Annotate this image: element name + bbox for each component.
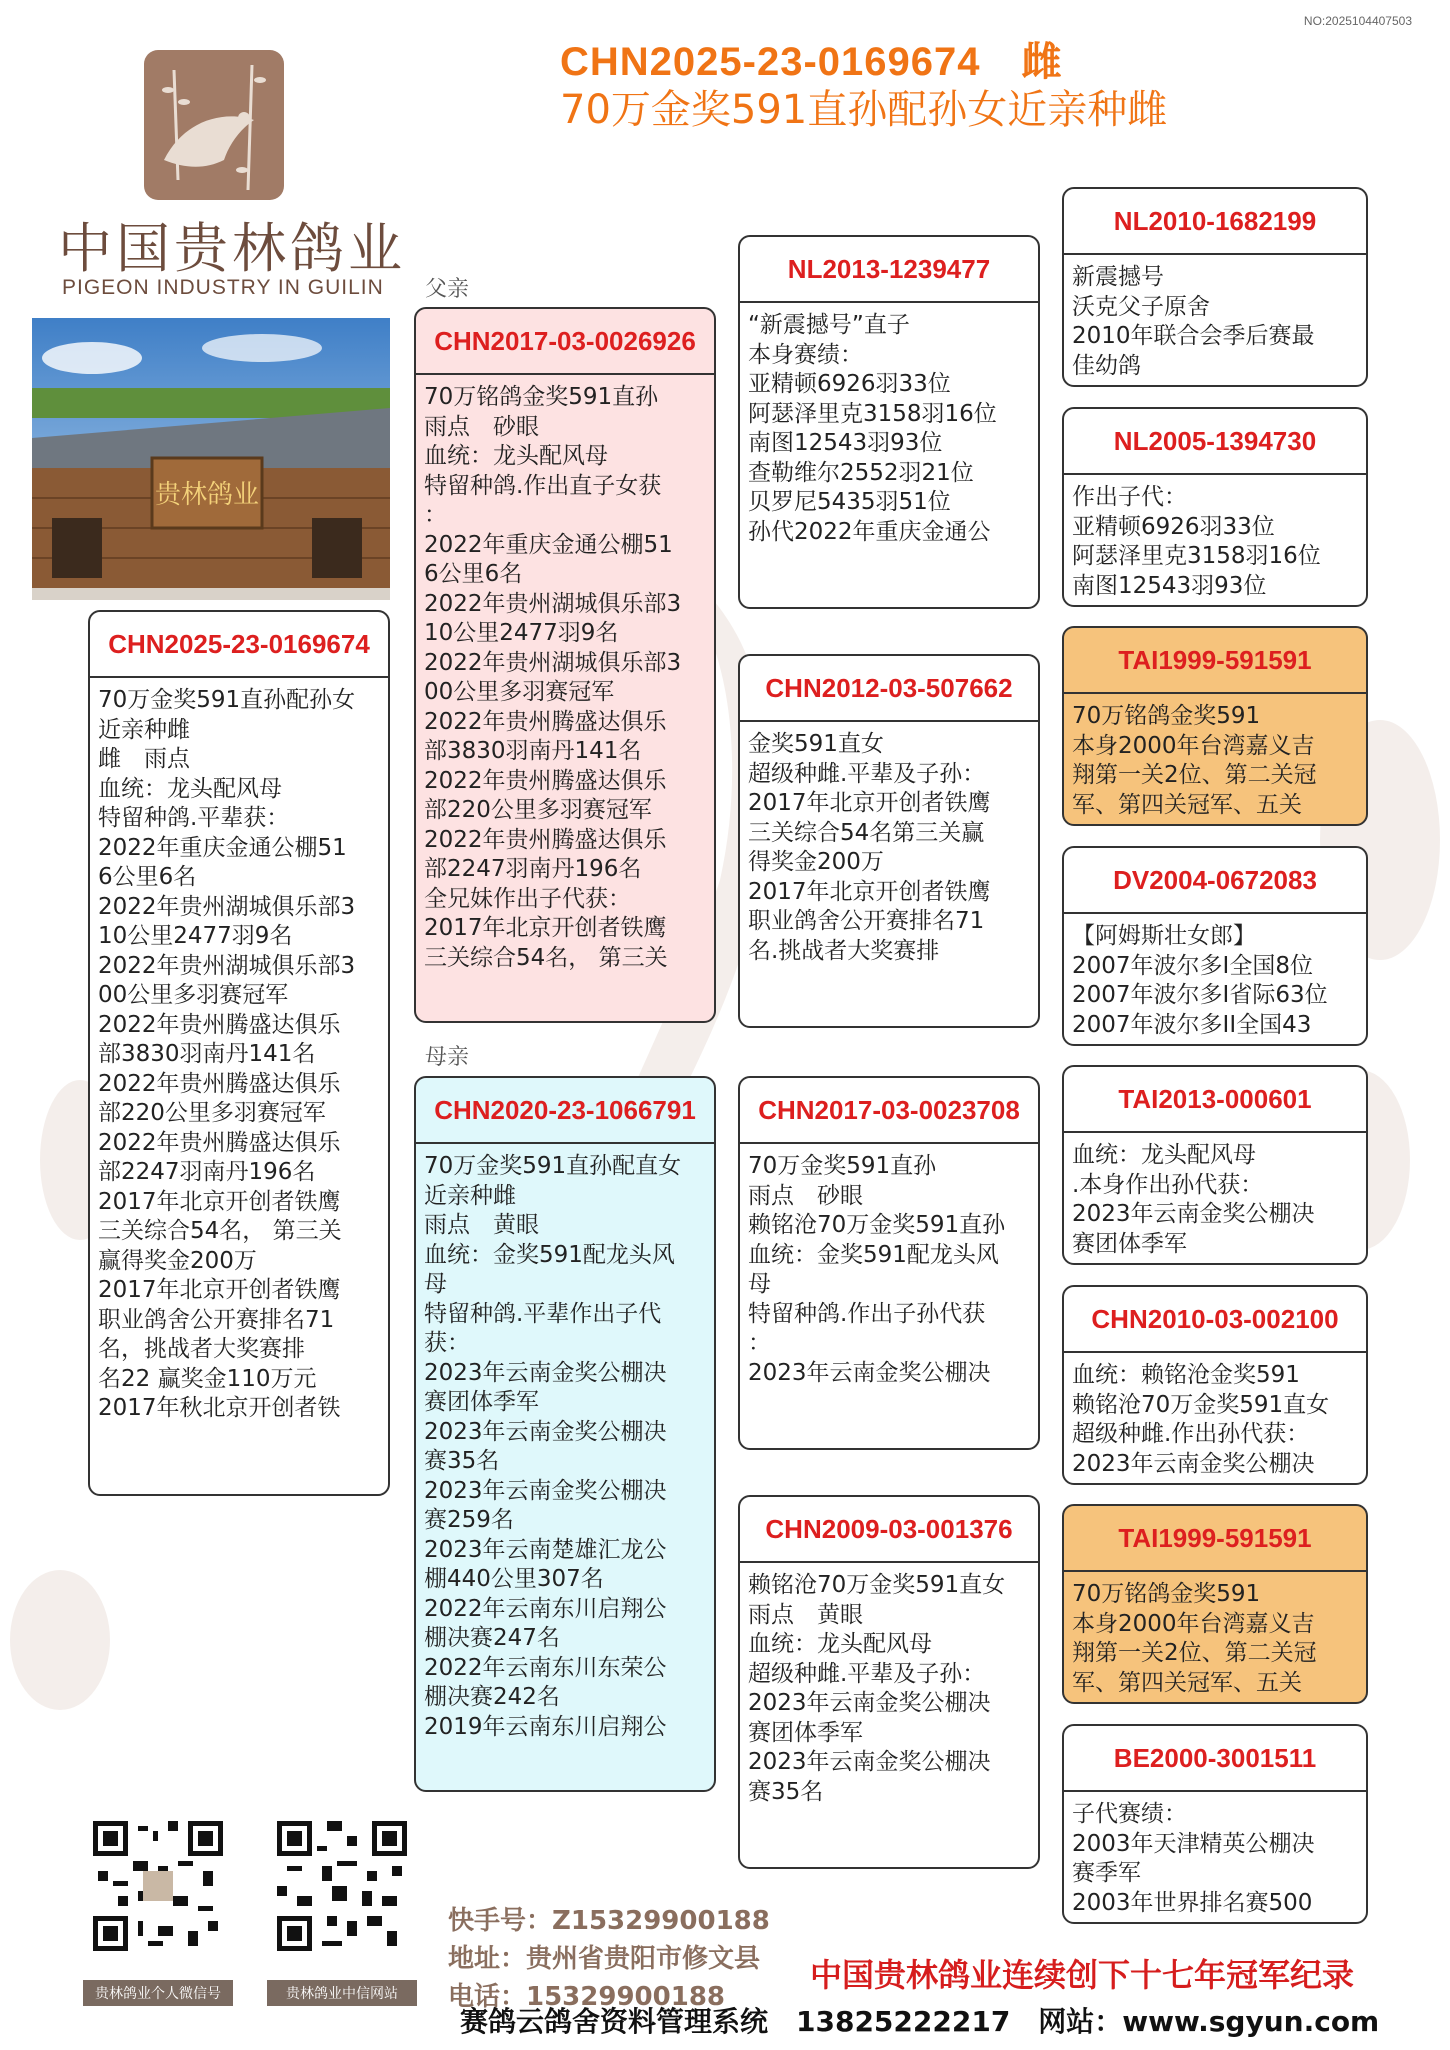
card-line: 雨点 砂眼: [424, 413, 539, 440]
card-line: 本身赛绩：: [748, 341, 863, 368]
card-line: 阿瑟泽里克3158羽16位: [1072, 543, 1321, 569]
card-ggp-8: [1062, 1724, 1368, 1924]
logo-english-name: PIGEON INDUSTRY IN GUILIN: [62, 276, 384, 299]
card-line: 2003年天津精英公棚决: [1072, 1830, 1315, 1857]
card-line: 70万金奖591直孙配直女: [424, 1153, 682, 1179]
card-line: 2017年北京开创者铁鹰: [748, 790, 991, 816]
card-line: 棚决赛242名: [424, 1684, 560, 1710]
card-line: 亚精顿6926羽33位: [748, 371, 951, 397]
card-line: 军、第四关冠军、五关: [1072, 1669, 1302, 1696]
card-line: 2022年贵州腾盛达俱乐: [98, 1011, 341, 1038]
card-line: 70万金奖591直孙: [748, 1153, 937, 1179]
card-line: 棚决赛247名: [424, 1625, 560, 1651]
card-body: [1064, 1353, 1366, 1483]
card-line: .本身作出孙代获：: [1072, 1171, 1264, 1198]
father-label: 父亲: [425, 277, 470, 302]
card-line: 超级种雌.平辈及子孙：: [748, 760, 986, 787]
card-line: 南图12543羽93位: [748, 430, 943, 456]
card-line: 获：: [424, 1330, 470, 1356]
card-line: 血统：龙头配风母: [1072, 1142, 1256, 1168]
card-body: [740, 1563, 1038, 1811]
logo-chinese-name: 中国贵林鸽业: [58, 217, 406, 280]
card-line: 2022年贵州腾盛达俱乐: [98, 1070, 341, 1097]
card-line: 2019年云南东川启翔公: [424, 1713, 667, 1740]
card-line: 赛季军: [1072, 1860, 1141, 1886]
card-line: 血统：金奖591配龙头风: [748, 1241, 999, 1268]
card-line: 2007年波尔多II全国43: [1072, 1011, 1312, 1038]
card-ggp-6: [1062, 1285, 1368, 1485]
card-line: 2023年云南金奖公棚决: [748, 1690, 991, 1716]
card-line: 【阿姆斯壮女郎】: [1072, 923, 1256, 949]
card-line: 贝罗尼5435羽51位: [748, 489, 951, 515]
ring-number: NL2013-1239477: [740, 237, 1038, 303]
card-paternal-grandfather: [738, 235, 1040, 609]
card-body: [740, 303, 1038, 551]
ring-number: TAI1999-591591: [1064, 1506, 1366, 1572]
ring-number: NL2005-1394730: [1064, 409, 1366, 475]
card-line: 2022年贵州腾盛达俱乐: [98, 1129, 341, 1156]
card-body: [1064, 694, 1366, 824]
card-line: 赢得奖金200万: [98, 1247, 257, 1274]
ring-number: CHN2010-03-002100: [1064, 1287, 1366, 1353]
loft-photo: [32, 318, 390, 600]
card-line: 雨点 黄眼: [424, 1212, 539, 1238]
card-line: 2007年波尔多I全国8位: [1072, 952, 1313, 979]
card-line: 2022年贵州湖城俱乐部3: [98, 893, 356, 920]
card-line: 新震撼号: [1072, 264, 1164, 290]
card-line: 2017年北京开创者铁鹰: [98, 1188, 341, 1215]
card-line: 2022年云南东川启翔公: [424, 1595, 667, 1622]
card-body: [90, 678, 388, 1428]
card-line: 2022年重庆金通公棚51: [98, 834, 347, 861]
card-line: 特留种鸽.作出子孙代获: [748, 1300, 986, 1327]
card-line: 70万铭鸽金奖591: [1072, 1581, 1261, 1607]
card-line: 2023年云南楚雄汇龙公: [424, 1536, 667, 1563]
card-line: 2023年云南金奖公棚决: [1072, 1450, 1315, 1477]
card-line: 母: [748, 1271, 771, 1297]
card-line: 00公里多羽赛冠军: [424, 679, 615, 705]
card-line: 6公里6名: [98, 864, 197, 890]
mother-label: 母亲: [425, 1045, 470, 1070]
pigeon-title-ring: CHN2025-23-0169674 雌: [560, 40, 1063, 84]
card-body: [1064, 914, 1366, 1044]
card-maternal-grandfather: [738, 1076, 1040, 1450]
card-line: 部2247羽南丹196名: [98, 1159, 316, 1185]
card-line: 特留种鸽.平辈获：: [98, 805, 290, 831]
card-line: 赛团体季军: [748, 1719, 863, 1746]
card-line: 6公里6名: [424, 561, 523, 587]
card-line: 名22 赢奖金110万元: [98, 1365, 317, 1392]
address: 地址：贵州省贵阳市修文县: [448, 1944, 761, 1974]
card-line: 名.挑战者大奖赛排: [748, 937, 940, 964]
phone: 电话：15329900188: [448, 1982, 725, 2012]
card-line: 70万铭鸽金奖591: [1072, 703, 1261, 729]
card-subject: [88, 610, 390, 1496]
card-line: 棚440公里307名: [424, 1566, 604, 1592]
card-ggp-2: [1062, 407, 1368, 607]
card-body: [416, 375, 714, 977]
card-line: 2017年北京开创者铁鹰: [98, 1277, 341, 1303]
card-line: ：: [748, 1330, 771, 1356]
card-line: ：: [424, 502, 447, 528]
ring-number: BE2000-3001511: [1064, 1726, 1366, 1792]
card-line: 特留种鸽.作出直子女获: [424, 472, 662, 499]
card-line: 血统：龙头配风母: [424, 443, 608, 469]
card-line: 2010年联合会季后赛最: [1072, 323, 1315, 349]
card-line: 2022年贵州湖城俱乐部3: [424, 590, 682, 617]
card-line: 三关综合54名， 第三关: [98, 1218, 342, 1244]
card-line: 部220公里多羽赛冠军: [98, 1100, 326, 1126]
card-line: 职业鸽舍公开赛排名71: [98, 1306, 335, 1333]
card-line: 名，挑战者大奖赛排: [98, 1336, 305, 1362]
card-line: 2023年云南金奖公棚决: [1072, 1201, 1315, 1227]
card-line: 阿瑟泽里克3158羽16位: [748, 400, 997, 427]
card-line: 2017年北京开创者铁鹰: [424, 915, 667, 941]
kuaishou-id: 快手号：Z15329900188: [448, 1906, 770, 1936]
card-line: 70万金奖591直孙配孙女: [98, 687, 356, 713]
card-line: 血统：龙头配风母: [748, 1631, 932, 1657]
card-line: 查勒维尔2552羽21位: [748, 459, 974, 486]
card-line: 本身2000年台湾嘉义吉: [1072, 732, 1315, 759]
card-line: 翔第一关2位、第二关冠: [1072, 1640, 1317, 1666]
card-line: 赖铭沧70万金奖591直女: [748, 1572, 1006, 1598]
card-line: 三关综合54名， 第三关: [424, 944, 668, 971]
card-line: 2023年云南金奖公棚决: [424, 1477, 667, 1504]
card-line: 作出子代：: [1072, 484, 1187, 510]
card-line: 2003年世界排名赛500: [1072, 1889, 1313, 1916]
card-line: 部3830羽南丹141名: [424, 738, 642, 764]
card-line: 10公里2477羽9名: [98, 923, 293, 949]
logo-emblem: [144, 50, 284, 200]
card-line: 2007年波尔多I省际63位: [1072, 982, 1328, 1008]
card-line: 赛259名: [424, 1507, 514, 1533]
card-line: 翔第一关2位、第二关冠: [1072, 762, 1317, 788]
card-line: 赖铭沧70万金奖591直孙: [748, 1212, 1006, 1238]
card-line: 子代赛绩：: [1072, 1801, 1187, 1827]
ring-number: CHN2025-23-0169674: [90, 612, 388, 678]
card-line: 雨点 黄眼: [748, 1601, 863, 1628]
card-body: [740, 722, 1038, 970]
card-line: 赛团体季军: [424, 1389, 539, 1415]
card-line: 佳幼鸽: [1072, 352, 1141, 379]
card-line: 2023年云南金奖公棚决: [748, 1359, 991, 1386]
card-line: 2023年云南金奖公棚决: [748, 1749, 991, 1775]
qr-caption-website: 贵林鸽业中信网站: [267, 1980, 417, 2006]
card-line: 2022年云南东川东荣公: [424, 1654, 667, 1681]
card-line: 沃克父子原舍: [1072, 293, 1210, 320]
document-number: NO:2025104407503: [1303, 14, 1412, 28]
card-line: 雌 雨点: [98, 746, 190, 772]
card-line: 2023年云南金奖公棚决: [424, 1359, 667, 1386]
card-line: 赛35名: [424, 1448, 500, 1474]
card-ggp-7: [1062, 1504, 1368, 1704]
card-line: 赖铭沧70万金奖591直女: [1072, 1391, 1330, 1418]
card-line: 10公里2477羽9名: [424, 620, 619, 646]
card-line: 部2247羽南丹196名: [424, 856, 642, 882]
pigeon-title-desc: 70万金奖591直孙配孙女近亲种雌: [560, 87, 1168, 133]
card-line: 赛团体季军: [1072, 1230, 1187, 1257]
card-line: 2023年云南金奖公棚决: [424, 1418, 667, 1445]
card-line: 70万铭鸽金奖591直孙: [424, 384, 659, 410]
ring-number: CHN2017-03-0023708: [740, 1078, 1038, 1144]
card-line: 2022年贵州腾盛达俱乐: [424, 708, 667, 735]
card-body: [740, 1144, 1038, 1392]
card-line: 部220公里多羽赛冠军: [424, 797, 652, 823]
card-line: 亚精顿6926羽33位: [1072, 513, 1275, 540]
card-line: 赛35名: [748, 1778, 824, 1805]
card-line: 2017年秋北京开创者铁: [98, 1395, 341, 1421]
card-line: 本身2000年台湾嘉义吉: [1072, 1610, 1315, 1637]
card-line: 2022年重庆金通公棚51: [424, 531, 673, 558]
card-ggp-4: [1062, 846, 1368, 1046]
ring-number: TAI2013-000601: [1064, 1067, 1366, 1133]
ring-number: DV2004-0672083: [1064, 848, 1366, 914]
card-line: 母: [424, 1271, 447, 1297]
card-line: 全兄妹作出子代获：: [424, 885, 631, 912]
card-line: 00公里多羽赛冠军: [98, 982, 289, 1008]
card-body: [1064, 475, 1366, 605]
card-ggp-1: [1062, 187, 1368, 387]
ring-number: NL2010-1682199: [1064, 189, 1366, 255]
card-line: “新震撼号”直子: [748, 312, 910, 338]
ring-number: TAI1999-591591: [1064, 628, 1366, 694]
card-body: [1064, 1133, 1366, 1263]
ring-number: CHN2020-23-1066791: [416, 1078, 714, 1144]
card-line: 超级种雌.平辈及子孙：: [748, 1660, 986, 1687]
card-line: 职业鸽舍公开赛排名71: [748, 908, 985, 934]
card-maternal-grandmother: [738, 1495, 1040, 1869]
ring-number: CHN2012-03-507662: [740, 656, 1038, 722]
card-line: 2017年北京开创者铁鹰: [748, 878, 991, 905]
card-body: [1064, 1572, 1366, 1702]
card-line: 2022年贵州湖城俱乐部3: [424, 649, 682, 676]
card-line: 军、第四关冠军、五关: [1072, 791, 1302, 818]
qr-caption-wechat: 贵林鸽业个人微信号: [83, 1980, 233, 2006]
card-line: 近亲种雌: [424, 1182, 516, 1209]
loft-sign-text: 贵林鸽业: [154, 480, 260, 510]
card-ggp-3: [1062, 626, 1368, 826]
card-line: 血统：金奖591配龙头风: [424, 1241, 675, 1268]
ring-number: CHN2009-03-001376: [740, 1497, 1038, 1563]
card-line: 得奖金200万: [748, 849, 884, 875]
qr-code-wechat[interactable]: [88, 1816, 228, 1956]
card-line: 血统：龙头配风母: [98, 775, 282, 802]
card-father: [414, 307, 716, 1023]
card-line: 血统：赖铭沧金奖591: [1072, 1362, 1300, 1388]
card-line: 部3830羽南丹141名: [98, 1041, 316, 1067]
card-line: 近亲种雌: [98, 716, 190, 743]
card-line: 特留种鸽.平辈作出子代: [424, 1300, 662, 1327]
card-line: 南图12543羽93位: [1072, 572, 1267, 599]
card-line: 2022年贵州腾盛达俱乐: [424, 826, 667, 853]
card-line: 2022年贵州湖城俱乐部3: [98, 952, 356, 979]
card-ggp-5: [1062, 1065, 1368, 1265]
slogan: 中国贵林鸽业连续创下十七年冠军纪录: [810, 1956, 1355, 1994]
card-line: 2022年贵州腾盛达俱乐: [424, 767, 667, 794]
system-footer: 赛鸽云鸽舍资料管理系统 13825222217 网站：www.sgyun.com: [460, 2005, 1380, 2038]
card-mother: [414, 1076, 716, 1792]
card-line: 金奖591直女: [748, 731, 884, 757]
card-body: [1064, 1792, 1366, 1922]
qr-code-website[interactable]: [272, 1816, 412, 1956]
card-body: [1064, 255, 1366, 385]
card-paternal-grandmother: [738, 654, 1040, 1028]
card-line: 雨点 砂眼: [748, 1182, 863, 1209]
card-line: 超级种雌.作出孙代获：: [1072, 1421, 1310, 1447]
card-body: [416, 1144, 714, 1746]
card-line: 三关综合54名第三关赢: [748, 819, 985, 846]
ring-number: CHN2017-03-0026926: [416, 309, 714, 375]
card-line: 孙代2022年重庆金通公: [748, 518, 991, 545]
